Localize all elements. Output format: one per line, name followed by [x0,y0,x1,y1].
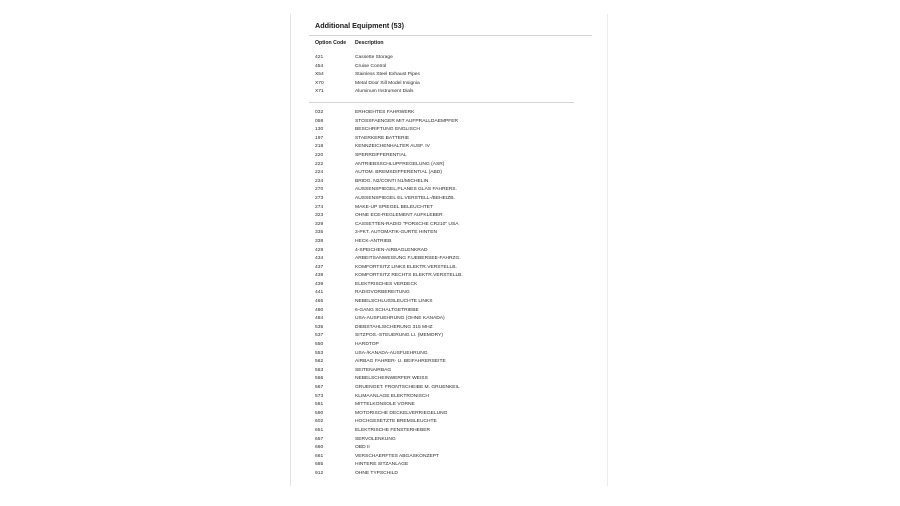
option-row [291,135,607,144]
option-description: VERSCHAERFTES ABGASKONZEPT [355,453,439,459]
option-row [291,298,607,307]
option-description: Aluminum Instrument Dials [355,89,414,95]
option-row [291,358,607,367]
column-header-option-code: Option Code [315,40,347,46]
option-row [291,307,607,316]
option-row [291,238,607,247]
option-code: 484 [315,316,324,322]
option-code: 651 [315,427,324,433]
option-code: 220 [315,152,324,158]
option-row [291,367,607,376]
option-row [291,375,607,384]
option-code: 437 [315,264,324,270]
option-code: 660 [315,445,324,451]
option-code: 438 [315,273,324,279]
option-row [291,281,607,290]
option-description: ARBEITSANWEISUNG F.UEBERSEE-FAHRZG. [355,256,461,262]
option-description: SITZPOS.-STEUERUNG LI. (MEMORY) [355,333,443,339]
option-row [291,204,607,213]
option-description: AUSSENSPIEGEL EL.VERSTELL-/BEHEIZB. [355,195,455,201]
option-row [291,109,607,118]
option-code: 573 [315,393,324,399]
option-row [291,324,607,333]
option-description: 3-PKT. AUTOMATIK-GURTE HINTEN [355,230,438,236]
option-code: 581 [315,402,324,408]
option-row [291,436,607,445]
option-code: 553 [315,350,324,356]
option-description: KOMFORTSITZ LINKS ELEKTR.VERSTELLB. [355,264,457,270]
option-description: GRUENGET. FRONTSCHEIBE M. GRUENKEIL [355,385,460,390]
option-row [291,118,607,127]
option-row [291,272,607,281]
option-row [291,229,607,238]
option-row [291,212,607,221]
option-code: 550 [315,342,324,348]
option-code: 465 [315,299,324,305]
column-header-description: Description [355,40,384,46]
option-description: ELEKTRISCHES VERDECK [355,281,418,287]
option-row [291,410,607,419]
option-code: 329 [315,221,324,227]
option-code: 685 [315,462,324,468]
option-row [291,453,607,462]
option-description: SPERRDIFFERENTIAL [355,152,407,158]
option-description: KOMFORTSITZ RECHTS ELEKTR.VERSTELLB. [355,273,463,279]
option-description: OHNE TYPSCHILD [355,470,398,476]
option-description: SEITENAIRBAG [355,367,392,373]
option-description: MOTORISCHE DECKELVERRIEGELUNG [355,410,448,416]
option-code: 273 [315,195,324,201]
option-code: 429 [315,247,324,253]
option-code: 567 [315,385,324,390]
option-row [291,63,607,72]
option-row [291,315,607,324]
option-row [291,178,607,187]
option-description: AUSSENSPIEGEL,PLANES GLAS FAHRERS. [355,187,457,193]
option-description: KENNZEICHENHALTER AUSF. IV [355,144,430,150]
option-description: AUTOM. BREMSDIFFERENTIAL (ABD) [355,170,442,176]
option-description: STAERKERE BATTERIE [355,135,410,141]
option-code: X54 [315,72,324,78]
option-description: BRIDG. N2/CONTI N1/MICHELIN [355,178,429,184]
option-description: 6-GANG SCHALTGETRIEBE [355,307,419,313]
option-code: 537 [315,333,324,339]
option-row [291,289,607,298]
option-code: 602 [315,419,324,425]
option-code: 270 [315,187,324,193]
option-row [291,186,607,195]
option-row [291,461,607,470]
option-code: 058 [315,118,324,124]
option-code: 274 [315,204,324,210]
option-row [291,255,607,264]
option-description: CASSETTEN-RADIO "PORSCHE CR210" USA [355,221,459,227]
option-description: AIRBAG FAHRER- U. BEIFAHRERSEITE [355,359,446,365]
option-code: 434 [315,256,324,262]
option-row [291,247,607,256]
option-code: 439 [315,281,324,287]
option-row [291,126,607,135]
option-description: OBD II [355,445,370,451]
option-code: 661 [315,453,324,459]
option-code: 234 [315,178,324,184]
option-description: Stainless Steel Exhaust Pipes [355,72,420,78]
option-code: 338 [315,238,324,244]
option-row [291,341,607,350]
option-description: RADIOVORBEREITUNG [355,290,410,296]
factory-options-list [291,109,607,479]
option-code: 657 [315,436,324,442]
option-description: Cassette Storage [355,55,393,60]
option-row [291,161,607,170]
section-title: Additional Equipment (53) [315,21,405,30]
title-divider [309,35,592,36]
option-code: 335 [315,230,324,236]
option-description: ANTRIEBSSCHLUPFREGELUNG (ASR) [355,161,445,167]
section-divider [309,102,574,103]
option-description: HECK-ANTRIEB [355,238,392,244]
option-code: 218 [315,144,324,150]
option-description: DIEBSTAHLSICHERUNG 315 MHZ [355,324,433,330]
option-description: HOCHGESETZTE BREMSLEUCHTE [355,419,437,425]
option-row [291,152,607,161]
option-code: 454 [315,63,324,69]
option-description: KLIMAANLAGE ELEKTRONISCH [355,393,429,399]
option-row [291,169,607,178]
option-code: 421 [315,55,324,60]
option-code: 130 [315,127,324,133]
option-row [291,350,607,359]
option-code: 480 [315,307,324,313]
option-row [291,143,607,152]
option-description: BESCHRIFTUNG ENGLISCH [355,127,420,133]
option-code: 563 [315,367,324,373]
option-code: 224 [315,170,324,176]
option-code: 535 [315,324,324,330]
option-description: NEBELSCHLUSSLEUCHTE LINKS [355,299,433,305]
option-code: 323 [315,213,324,219]
option-row [291,54,607,63]
option-row [291,88,607,97]
option-row [291,427,607,436]
option-row [291,80,607,89]
primary-options-list [291,54,607,97]
option-row [291,470,607,479]
option-row [291,195,607,204]
option-row [291,393,607,402]
option-description: OHNE ECE-REGLEMENT AUFKLEBER [355,213,443,219]
option-description: HARDTOP [355,342,379,348]
option-code: X70 [315,80,324,86]
option-description: NEBELSCHEINWERFER WEISS [355,376,428,382]
option-description: SERVOLENKUNG [355,436,396,442]
option-row [291,418,607,427]
option-description: MITTELKONSOLE VORNE [355,402,415,408]
option-code: 222 [315,161,324,167]
option-description: Cruise Control [355,63,387,69]
option-description: STOSSFAENGER MIT AUFPRALLDAEMPFER [355,118,459,124]
option-code: 197 [315,135,324,141]
option-row [291,444,607,453]
option-row [291,332,607,341]
option-row [291,221,607,230]
option-description: ERHOEHTES FAHRWERK [355,110,415,115]
option-row [291,264,607,273]
option-row [291,401,607,410]
option-code: 566 [315,376,324,382]
option-description: HINTERE SITZANLAGE [355,462,409,468]
option-code: 590 [315,410,324,416]
option-description: USA-/KANADA-AUSFUEHRUNG [355,350,428,356]
option-code: 912 [315,470,324,476]
option-description: MAKE-UP SPIEGEL BELEUCHTET [355,204,433,210]
option-description: ELEKTRISCHE FENSTERHEBER [355,427,431,433]
option-code: 562 [315,359,324,365]
option-code: 032 [315,110,324,115]
additional-equipment-panel [290,14,608,486]
option-code: 441 [315,290,324,296]
option-row [291,71,607,80]
option-description: USA-AUSFUEHRUNG (OHNE KANADA) [355,316,445,322]
option-code: X71 [315,89,324,95]
option-row [291,384,607,393]
option-description: Metal Door Sill Model Insignia [355,80,420,86]
option-description: 4-SPEICHEN-AIRBAGLENKRAD [355,247,428,253]
